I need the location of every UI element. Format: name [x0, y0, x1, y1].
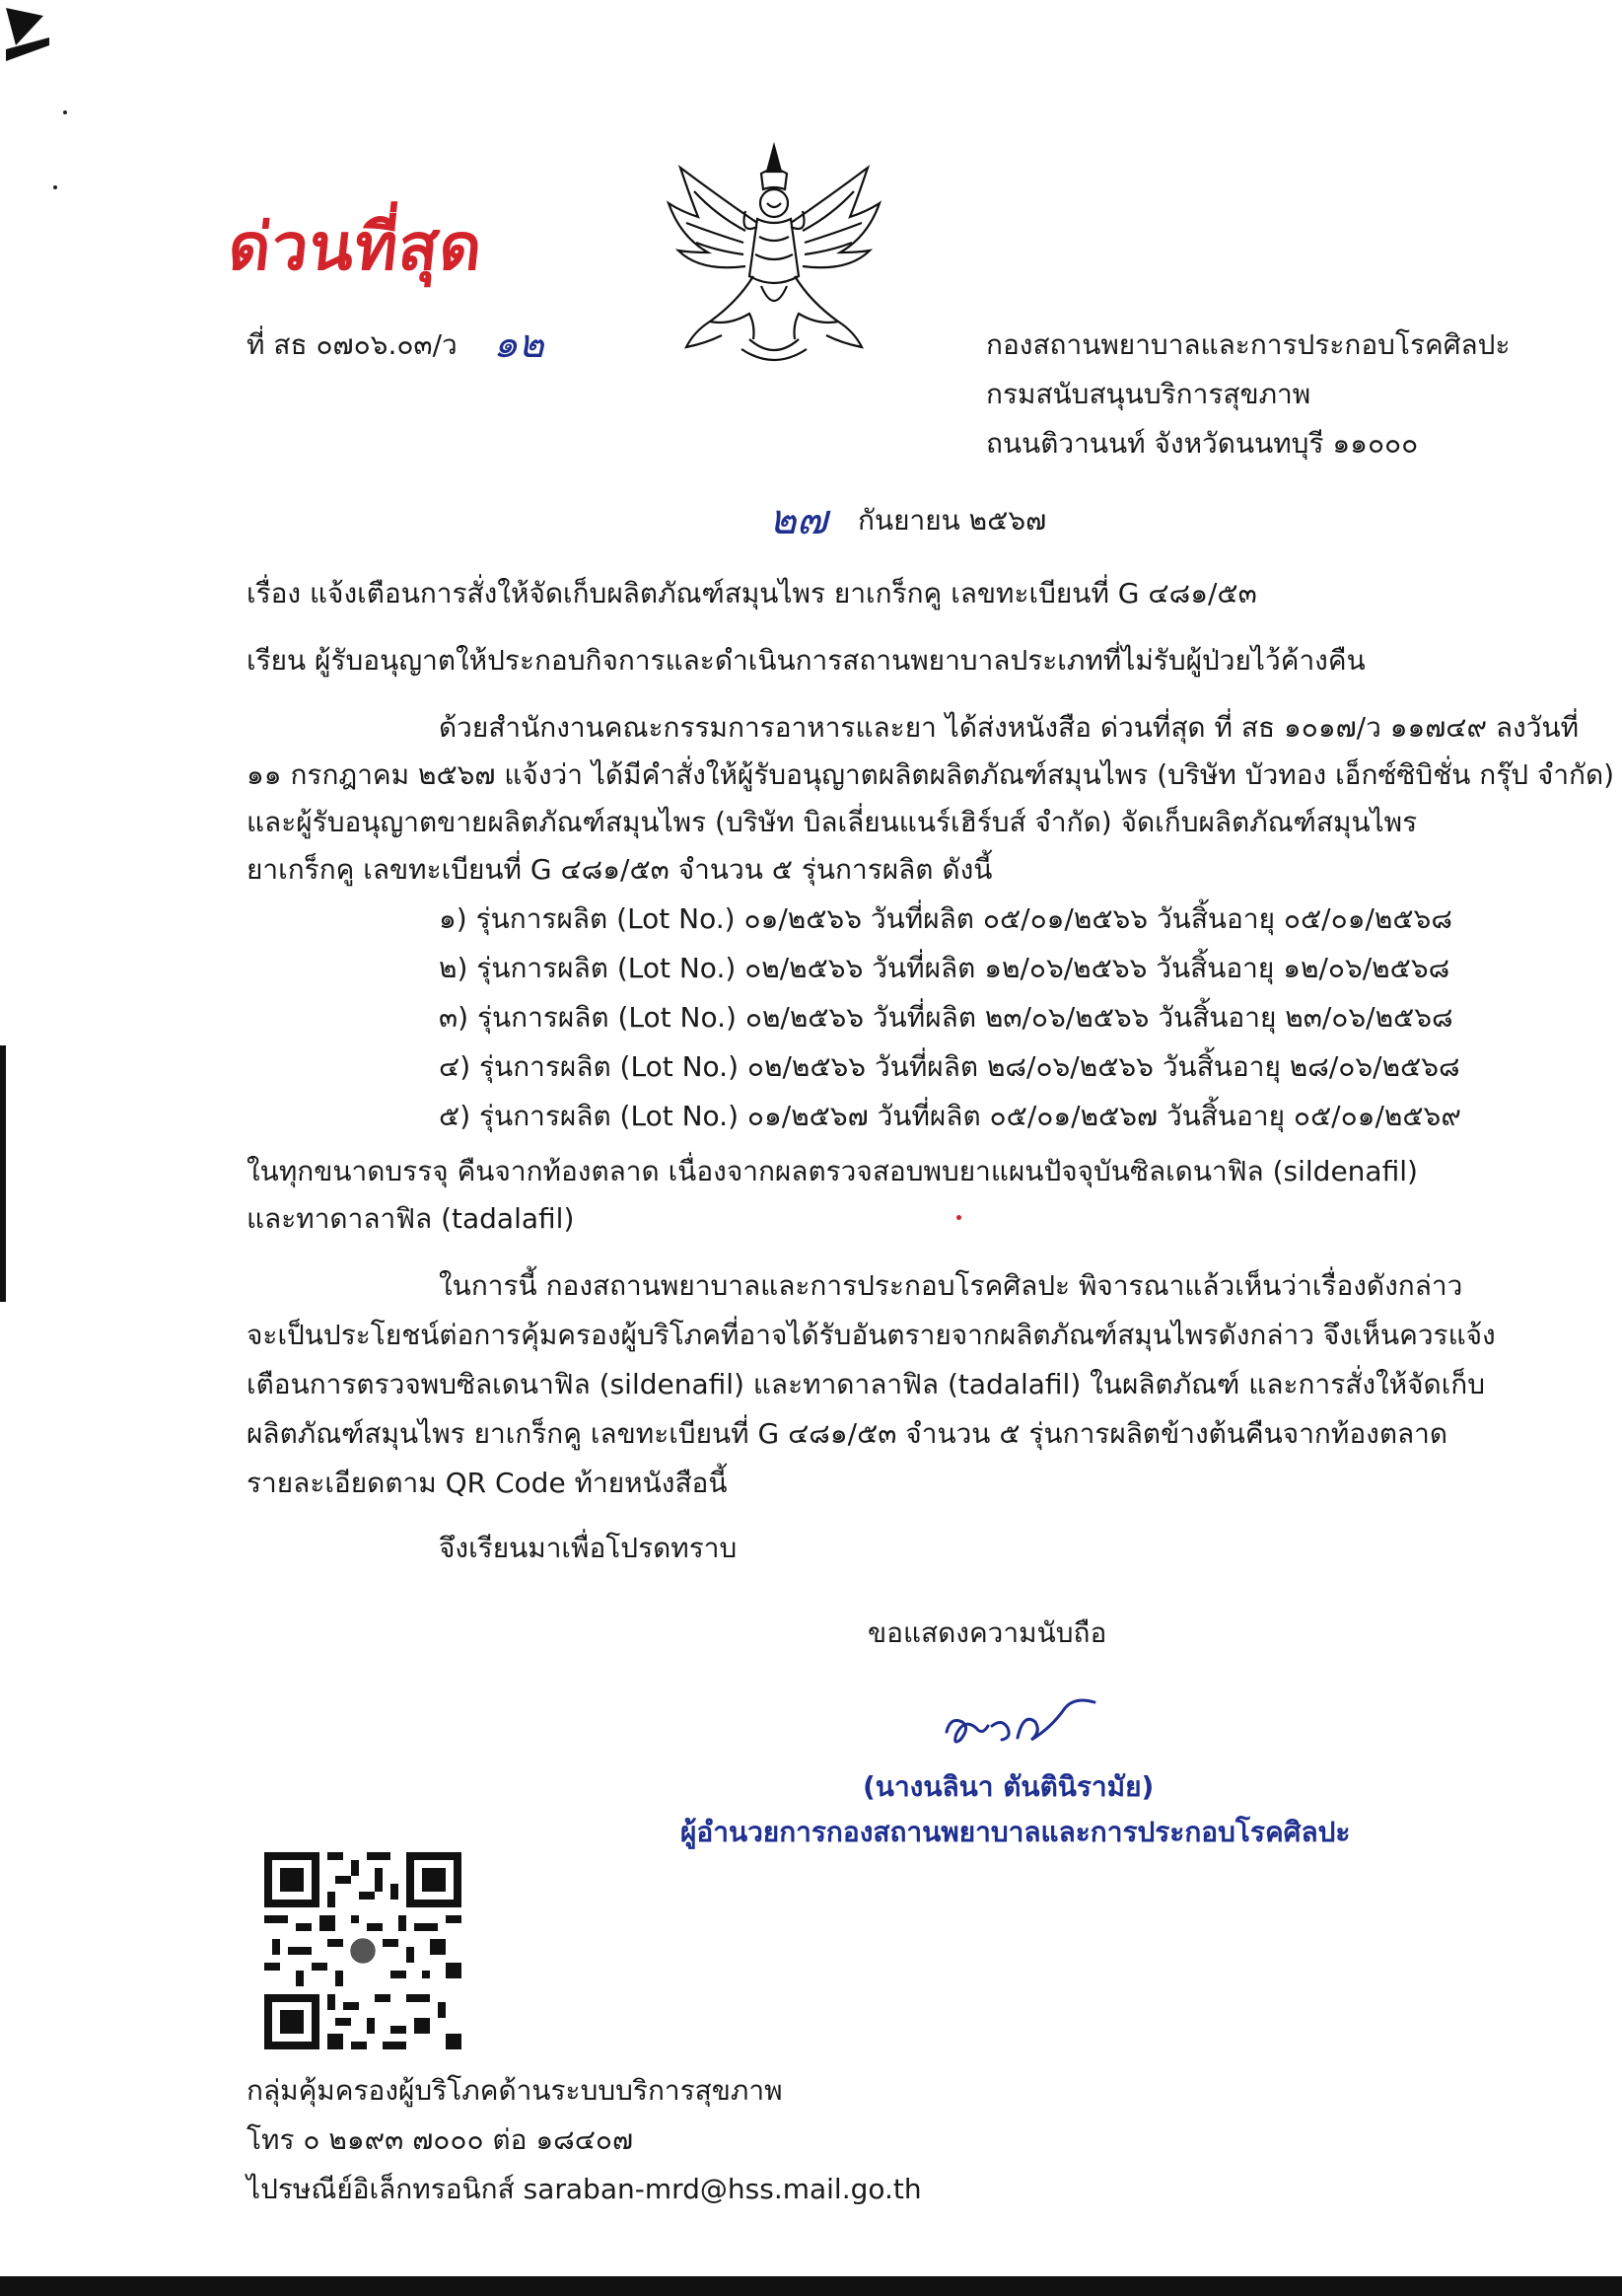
- lot-list-item: ๕) รุ่นการผลิต (Lot No.) ๐๑/๒๕๖๗ วันที่ผลิต ๐๕/๐๑/๒๕๖๗ วันสิ้นอายุ ๐๕/๐๑/๒๕๖๙: [439, 1100, 1461, 1132]
- contact-department: กลุ่มคุ้มครองผู้บริโภคด้านระบบบริการสุขภาพ: [247, 2074, 783, 2107]
- regards-line: ขอแสดงความนับถือ: [868, 1616, 1107, 1649]
- body-paragraph-line: ยาเกร็กคู เลขทะเบียนที่ G ๔๘๑/๕๓ จำนวน ๕ รุ่นการผลิต ดังนี้: [247, 853, 993, 886]
- body-paragraph-line: จะเป็นประโยชน์ต่อการคุ้มครองผู้บริโภคที่อาจได้รับอันตรายจากผลิตภัณฑ์สมุนไพรดังกล่าว จึงเห็นควรแจ้ง: [247, 1319, 1496, 1351]
- sender-address-line: ถนนติวานนท์ จังหวัดนนทบุรี ๑๑๐๐๐: [986, 427, 1419, 460]
- subject-line: เรื่อง แจ้งเตือนการสั่งให้จัดเก็บผลิตภัณฑ์สมุนไพร ยาเกร็กคู เลขทะเบียนที่ G ๔๘๑/๕๓: [247, 577, 1257, 610]
- body-paragraph-line: และผู้รับอนุญาตขายผลิตภัณฑ์สมุนไพร (บริษัท บิลเลี่ยนแนร์เฮิร์บส์ จำกัด) จัดเก็บผลิตภัณฑ์สมุนไพร: [247, 806, 1418, 838]
- body-paragraph-line: เตือนการตรวจพบซิลเดนาฟิล (sildenafil) และทาดาลาฟิล (tadalafil) ในผลิตภัณฑ์ และการสั่งให้จัดเก็บ: [247, 1368, 1486, 1400]
- body-paragraph-line: ในทุกขนาดบรรจุ คืนจากท้องตลาด เนื่องจากผลตรวจสอบพบยาแผนปัจจุบันซิลเดนาฟิล (sildenafil): [247, 1155, 1418, 1187]
- ink-dot: [956, 1215, 961, 1220]
- garuda-emblem-icon: [651, 128, 897, 375]
- handwritten-date-day: ๒๗: [769, 495, 828, 543]
- lot-list-item: ๓) รุ่นการผลิต (Lot No.) ๐๒/๒๕๖๖ วันที่ผลิต ๒๓/๐๖/๒๕๖๖ วันสิ้นอายุ ๒๓/๐๖/๒๕๖๘: [439, 1001, 1453, 1034]
- scan-bottom-edge: [0, 2276, 1622, 2296]
- body-paragraph-line: ด้วยสำนักงานคณะกรรมการอาหารและยา ได้ส่งหนังสือ ด่วนที่สุด ที่ สธ ๑๐๑๗/ว ๑๑๗๔๙ ลงวันที่: [439, 711, 1580, 744]
- sender-address-line: กองสถานพยาบาลและการประกอบโรคศิลปะ: [986, 328, 1511, 361]
- body-paragraph-line: และทาดาลาฟิล (tadalafil): [247, 1202, 575, 1235]
- body-paragraph-line: รายละเอียดตาม QR Code ท้ายหนังสือนี้: [247, 1467, 728, 1499]
- document-date: กันยายน ๒๕๖๗: [858, 504, 1047, 537]
- document-number: ที่ สธ ๐๗๐๖.๐๓/ว: [247, 328, 458, 361]
- scan-speck: [53, 185, 57, 189]
- corner-fold-mark: [4, 6, 53, 63]
- contact-phone: โทร ๐ ๒๑๙๓ ๗๐๐๐ ต่อ ๑๘๔๐๗: [247, 2123, 634, 2156]
- sender-address-line: กรมสนับสนุนบริการสุขภาพ: [986, 378, 1311, 410]
- urgent-stamp: ด่วนที่สุด: [224, 208, 487, 285]
- body-paragraph-line: ในการนี้ กองสถานพยาบาลและการประกอบโรคศิลปะ พิจารณาแล้วเห็นว่าเรื่องดังกล่าว: [439, 1269, 1463, 1302]
- lot-list-item: ๑) รุ่นการผลิต (Lot No.) ๐๑/๒๕๖๖ วันที่ผลิต ๐๕/๐๑/๒๕๖๖ วันสิ้นอายุ ๐๕/๐๑/๒๕๖๘: [439, 902, 1452, 935]
- contact-email[interactable]: ไปรษณีย์อิเล็กทรอนิกส์ saraban-mrd@hss.mail.go.th: [247, 2173, 922, 2205]
- handwritten-signature: [937, 1688, 1134, 1758]
- lot-list-item: ๒) รุ่นการผลิต (Lot No.) ๐๒/๒๕๖๖ วันที่ผลิต ๑๒/๐๖/๒๕๖๖ วันสิ้นอายุ ๑๒/๐๖/๒๕๖๘: [439, 952, 1450, 984]
- signer-title: ผู้อำนวยการกองสถานพยาบาลและการประกอบโรคศิลปะ: [680, 1816, 1351, 1848]
- scan-edge: [0, 1045, 6, 1302]
- scan-speck: [63, 110, 67, 114]
- handwritten-document-number: ๑๒: [493, 322, 544, 367]
- signer-name: (นางนลินา ตันตินิรามัย): [863, 1770, 1155, 1803]
- lot-list-item: ๔) รุ่นการผลิต (Lot No.) ๐๒/๒๕๖๖ วันที่ผลิต ๒๘/๐๖/๒๕๖๖ วันสิ้นอายุ ๒๘/๐๖/๒๕๖๘: [439, 1050, 1460, 1083]
- body-paragraph-line: ๑๑ กรกฎาคม ๒๕๖๗ แจ้งว่า ได้มีคำสั่งให้ผู้รับอนุญาตผลิตผลิตภัณฑ์สมุนไพร (บริษัท บัวทอง เอ็กซ์ซิบิชั่น กรุ๊ป จำกัด): [247, 758, 1615, 791]
- qr-code-icon[interactable]: [264, 1852, 461, 2049]
- recipient-line: เรียน ผู้รับอนุญาตให้ประกอบกิจการและดำเนินการสถานพยาบาลประเภทที่ไม่รับผู้ป่วยไว้ค้างคืน: [247, 644, 1366, 677]
- closing-line: จึงเรียนมาเพื่อโปรดทราบ: [439, 1532, 738, 1564]
- body-paragraph-line: ผลิตภัณฑ์สมุนไพร ยาเกร็กคู เลขทะเบียนที่ G ๔๘๑/๕๓ จำนวน ๕ รุ่นการผลิตข้างต้นคืนจากท้องตลาด: [247, 1417, 1448, 1450]
